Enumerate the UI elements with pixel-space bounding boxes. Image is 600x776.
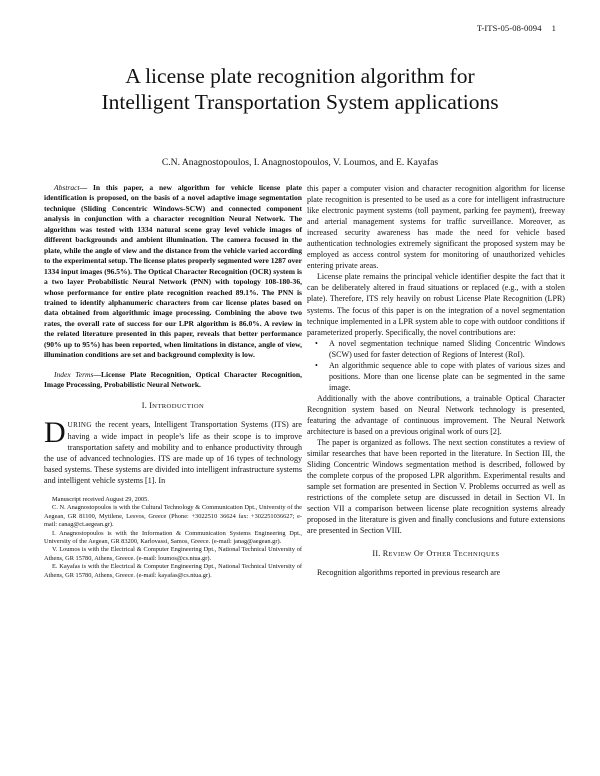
section-rest: F [420,550,425,558]
index-terms [44,370,302,391]
section-initial: O [426,548,433,558]
footnote: I. Anagnostopoulos is with the Information & Communication Systems Engineering Dpt., University of the Aegean, GR 83200, Karlovassi, Samos, Greece. (e-mail: janag@aegean.gr). [44,529,302,545]
list-item-text: A novel segmentation technique named Sliding Concentric Windows (SCW) used for faster detection of Regions of Interest (RoI). [329,338,565,359]
section-initial: T [453,548,459,558]
paragraph: this paper a computer vision and character recognition algorithm for license plate recognition is presented to be used as a core for intelligent infrastructure like electronic payment systems (toll payment, parking fee payment), freeway and arterial management systems for traffic surveillance. Moreover, as increased security awareness has made the need for vehicle based authentication technologies extremely significant the proposed system may be employed as access control system for monitoring of unauthorized vehicles entering private areas. [307,184,565,271]
list-item-text: An algorithmic sequence able to cope with plates of various sizes and positions. More than one license plate can be segmented in the same image. [329,360,565,392]
section-numeral: II. [372,548,381,558]
section-rest: NTRODUCTION [152,402,205,410]
footnote: V. Loumos is with the Electrical & Computer Engineering Dpt., National Technical University of Athens, GR 15780, Athens, Greece. (e-mail: loumos@cs.ntua.gr). [44,546,302,562]
section-initial: O [413,548,421,558]
bullet-mark: • [315,360,318,370]
section-heading-introduction [44,400,302,412]
title-line-2: Intelligent Transportation System applications [101,90,499,114]
paper-id: T-ITS-05-08-0094 [476,23,542,33]
abstract-label: Abstract [54,183,80,192]
footnote: E. Kayafas is with the Electrical & Computer Engineering Dpt., National Technical University of Athens, GR 15780, Athens, Greece. (e-mail: kayafas@cs.ntua.gr). [44,563,302,579]
list-item [315,360,565,393]
index-terms-label: Index Terms [54,369,94,379]
author-list: C.N. Anagnostopoulos, I. Anagnostopoulos, V. Loumos, and E. Kayafas [161,157,439,168]
bullet-mark: • [315,338,318,348]
paragraph: Recognition algorithms reported in previous research are [317,567,501,577]
footnote: Manuscript received August 29, 2005. [52,495,149,503]
contribution-list [307,338,565,393]
running-header [477,23,556,33]
section-initial: I [149,400,153,410]
paragraph: License plate remains the principal vehicle identifier despite the fact that it can be deliberately altered in fraud situations or replaced (e.g., with a stolen plate). Therefore, ITS rely heavily on robust License Plate Recognition (LPR) systems. The focus of this paper is on the integration of a novel segmentation technique implemented in a LPR system able to cope with outdoor conditions if parameterized properly. Specifically, the novel contributions are: [307,272,565,337]
intro-first-word: URING [67,420,92,429]
section-initial: R [382,548,389,558]
page-number: 1 [551,23,556,33]
title-line-1: A license plate recognition algorithm for [125,64,475,88]
section-numeral: I. [141,400,147,410]
index-terms-text: —License Plate Recognition, Optical Character Recognition, Image Processing, Probabilistic Neural Network. [44,369,302,390]
abstract [44,183,302,361]
footnotes [44,496,302,580]
intro-text: the recent years, Intelligent Transportation Systems (ITS) are having a wide impact in people’s life as their scope is to improve transportation safety and mobility and to enhance productivity through the use of advanced technologies. ITS are made up of 16 types of technology based systems. These systems are divided into intelligent infrastructure systems and intelligent vehicle systems [1]. In [44,419,302,485]
left-column [44,183,302,580]
section-rest: THER [432,550,452,558]
right-column [307,183,565,578]
footnote: C. N. Anagnostopoulos is with the Cultural Technology & Communication Dpt., University of the Aegean, GR 81100, Mytilene, Lesvos, Greece (Phone: +3022510 36624 fax: +302251036627; e-mail: canag@ct.aegean.gr). [44,504,302,529]
abstract-text: — In this paper, a new algorithm for vehicle license plate identification is proposed, on the basis of a novel adaptive image segmentation technique (Sliding Concentric Windows-SCW) and connected component analysis in conjunction with a character recognition Neural Network. The algorithm was tested with 1334 natural scene gray level vehicle images of different backgrounds and ambient illumination. The camera focused in the plate, while the angle of view and the distance from the vehicle varied according to the experimental setup. The license plates properly segmented were 1287 over 1334 input images (96.5%). The Optical Character Recognition (OCR) system is a two layer Probabilistic Neural Network (PNN) with topology 108-180-36, whose performance for entire plate recognition reached 89.1%. The PNN is trained to identify alphanumeric characters from car license plates based on data obtained from algorithmic image processing. Combining the above two rates, the overall rate of success for our LPR algorithm is 86.0%. A review in the related literature presented in this paper, reveals that better performance (90% up to 95%) has been reported, when limitations in distance, angle of view, illumination conditions are set and background complexity is low. [44,183,302,360]
intro-paragraph [44,415,302,486]
paper-title [40,63,560,115]
section-rest: ECHNIQUES [458,550,500,558]
list-item [315,338,565,360]
section-rest: EVIEW [388,550,412,558]
drop-cap: D [44,415,66,449]
paragraph: Additionally with the above contributions, a trainable Optical Character Recognition system based on Neural Network technology is presented, featuring the advantage of continuous improvement. The Neural Network architecture is based on a previous original work of ours [2]. [307,393,565,437]
section-heading-review [307,548,565,560]
paragraph: The paper is organized as follows. The next section constitutes a review of similar researches that have been reported in the literature. In Section III, the Sliding Concentric Windows segmentation method is described, followed by the complete corpus of the proposed LPR algorithm. Experimental results and sample set formation are presented in Section V. Problems occurred as well as restrictions of the complete setup are discussed in detail in Section VI. In section VII a comparison between license plate recognition systems already proposed in the literature is given and finally conclusions and future extensions are presented in Section VIII. [307,438,565,536]
